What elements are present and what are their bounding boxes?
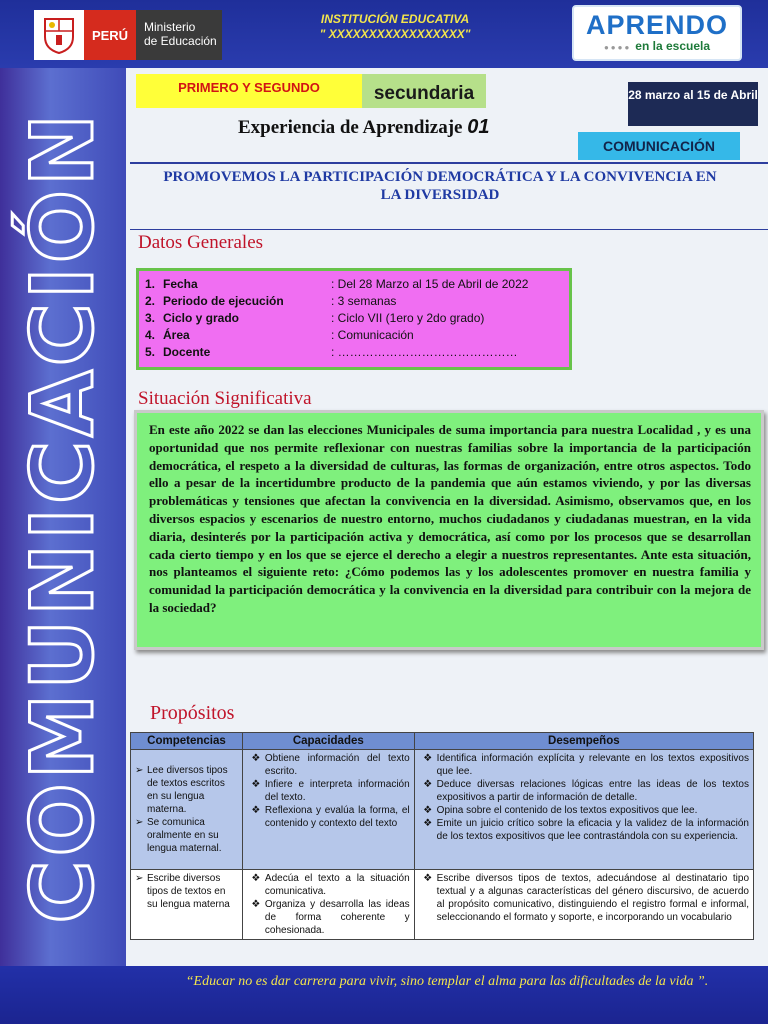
dots-icon: ●●●● bbox=[603, 43, 632, 52]
diamond-bullet-icon: ❖ bbox=[423, 805, 433, 816]
capacidad-item bbox=[247, 898, 410, 937]
arrow-bullet-icon: ➢ bbox=[135, 765, 144, 776]
capacidad-item bbox=[247, 778, 410, 804]
aprendo-logo bbox=[572, 5, 742, 61]
diamond-bullet-icon: ❖ bbox=[423, 873, 433, 884]
desempenos-cell bbox=[414, 870, 753, 940]
situacion-text: En este año 2022 se dan las elecciones Municipales de suma importancia para nuestra Localidad , y es una oportunidad que nos permite reflexionar con nuestras familias sobre la importancia de la participación democrática, el respeto a la diversidad de culturas, las formas de organización, entre otros aspectos. Todo ello a pesar de la incertidumbre producto de la pandemia que aún estamos viviendo, y por las diversas problemáticas y tensiones que afectan la convivencia en la diversidad. Asimismo, observamos que, en los diversos espacios y escenarios de nuestro entorno, muchos ciudadanos y ciudadanas muestran, en la vida diaria, desinterés por la participación activa y democrática, así como por los procesos que se desarrollan cada cierto tiempo y en los que se ejerce el derecho a elegir a nuestros representantes. Ante esta situación, nos planteamos el siguiente reto: ¿Cómo podemos las y los adolescentes promover en nuestra familia y comunidad la participación democrática y la convivencia en la diversidad para contribuir con la mejora de la sociedad? bbox=[149, 422, 751, 615]
grade-badge: PRIMERO Y SEGUNDO bbox=[136, 74, 362, 108]
desempeno-item bbox=[419, 804, 749, 817]
area-badge: COMUNICACIÓN bbox=[578, 132, 740, 160]
column-header: Competencias bbox=[131, 733, 243, 750]
row-number: 1. bbox=[145, 277, 156, 291]
experience-number: 01 bbox=[467, 116, 490, 138]
row-number: 5. bbox=[145, 345, 156, 359]
row-value: : ……………………………………… bbox=[331, 345, 518, 359]
capacidad-item bbox=[247, 804, 410, 830]
experience-title-text: Experiencia de Aprendizaje bbox=[238, 117, 463, 138]
ministry-line-1: Ministerio bbox=[144, 20, 196, 34]
datos-row bbox=[145, 293, 569, 310]
desempeno-item bbox=[419, 778, 749, 804]
institution-name bbox=[250, 12, 540, 42]
side-title-wrap bbox=[0, 68, 126, 966]
date-range-badge: 28 marzo al 15 de Abril bbox=[628, 82, 758, 126]
level-badge: secundaria bbox=[362, 74, 486, 108]
desempeno-text: Opina sobre el contenido de los textos expositivos que lee. bbox=[436, 805, 698, 816]
row-number: 3. bbox=[145, 311, 156, 325]
diamond-bullet-icon: ❖ bbox=[251, 873, 261, 884]
capacidad-item bbox=[247, 872, 410, 898]
desempeno-item bbox=[419, 872, 749, 924]
situacion-significativa-box bbox=[134, 410, 764, 650]
desempenos-cell bbox=[414, 750, 753, 870]
column-header: Desempeños bbox=[414, 733, 753, 750]
aprendo-sub: en la escuela bbox=[635, 39, 711, 53]
propositos-heading: Propósitos bbox=[150, 702, 235, 724]
datos-generales-box bbox=[136, 268, 572, 370]
diamond-bullet-icon: ❖ bbox=[251, 899, 261, 910]
aprendo-sub-row bbox=[574, 40, 740, 54]
datos-row bbox=[145, 344, 569, 361]
capacidad-text: Adecúa el texto a la situación comunicativa. bbox=[264, 873, 410, 897]
side-title: COMUNICACIÓN bbox=[13, 110, 113, 924]
capacidad-item bbox=[247, 752, 410, 778]
competencias-cell bbox=[131, 750, 243, 870]
row-label: Fecha bbox=[163, 277, 198, 291]
capacidades-cell bbox=[242, 750, 414, 870]
row-value: : Ciclo VII (1ero y 2do grado) bbox=[331, 311, 485, 325]
institution-line-1: INSTITUCIÓN EDUCATIVA bbox=[320, 12, 470, 26]
row-label: Ciclo y grado bbox=[163, 311, 240, 325]
desempeno-text: Emite un juicio crítico sobre la eficacia y la validez de la información de los textos expositivos que lee contrastándola con su experiencia. bbox=[436, 818, 749, 842]
diamond-bullet-icon: ❖ bbox=[251, 805, 261, 816]
diamond-bullet-icon: ❖ bbox=[251, 753, 261, 764]
competencia-item bbox=[135, 816, 238, 855]
capacidad-text: Organiza y desarrolla las ideas de forma coherente y cohesionada. bbox=[264, 899, 410, 936]
datos-row bbox=[145, 276, 569, 293]
column-header: Capacidades bbox=[242, 733, 414, 750]
row-number: 2. bbox=[145, 294, 156, 308]
arrow-bullet-icon: ➢ bbox=[135, 873, 144, 884]
experience-title bbox=[238, 116, 548, 139]
competencias-cell bbox=[131, 870, 243, 940]
peru-coat-of-arms-icon bbox=[34, 10, 84, 60]
desempeno-item bbox=[419, 752, 749, 778]
table-row bbox=[131, 750, 754, 870]
capacidad-text: Obtiene información del texto escrito. bbox=[264, 753, 410, 777]
competencia-item bbox=[135, 764, 238, 816]
desempeno-text: Escribe diversos tipos de textos, adecuándose al destinatario tipo textual y a algunas características del género discursivo, de acuerdo al propósito comunicativo, distinguiendo el registro formal e informal, seleccionando el formato y soporte, e incorporando un vocabulario bbox=[436, 873, 749, 923]
competencia-text: Lee diversos tipos de textos escritos en su lengua materna. bbox=[147, 765, 228, 815]
capacidades-cell bbox=[242, 870, 414, 940]
datos-row bbox=[145, 327, 569, 344]
datos-heading: Datos Generales bbox=[138, 232, 264, 253]
page-title: PROMOVEMOS LA PARTICIPACIÓN DEMOCRÁTICA Y LA CONVIVENCIA EN LA DIVERSIDAD bbox=[163, 169, 717, 203]
situacion-heading: Situación Significativa bbox=[138, 388, 312, 409]
propositos-table bbox=[130, 732, 754, 940]
capacidad-text: Infiere e interpreta información del texto. bbox=[264, 779, 410, 803]
table-header-row bbox=[131, 733, 754, 750]
aprendo-main: APRENDO bbox=[585, 10, 728, 40]
row-value: : Del 28 Marzo al 15 de Abril de 2022 bbox=[331, 277, 529, 291]
datos-row bbox=[145, 310, 569, 327]
diamond-bullet-icon: ❖ bbox=[423, 753, 433, 764]
footer-quote: “Educar no es dar carrera para vivir, sino templar el alma para las dificultades de la vida ”. bbox=[185, 974, 709, 989]
arrow-bullet-icon: ➢ bbox=[135, 817, 144, 828]
divider bbox=[130, 162, 768, 164]
institution-line-2: " XXXXXXXXXXXXXXXXX" bbox=[319, 27, 471, 41]
diamond-bullet-icon: ❖ bbox=[423, 779, 433, 790]
row-value: : Comunicación bbox=[331, 328, 414, 342]
ministry-name bbox=[136, 10, 222, 60]
row-label: Docente bbox=[163, 345, 211, 359]
capacidad-text: Reflexiona y evalúa la forma, el contenido y contexto del texto bbox=[264, 805, 410, 829]
desempeno-item bbox=[419, 817, 749, 843]
peru-label: PERÚ bbox=[84, 10, 136, 60]
competencia-item bbox=[135, 872, 238, 911]
diamond-bullet-icon: ❖ bbox=[251, 779, 261, 790]
row-label: Área bbox=[163, 328, 190, 342]
ministry-line-2: de Educación bbox=[144, 34, 217, 48]
row-label: Periodo de ejecución bbox=[163, 294, 284, 308]
row-number: 4. bbox=[145, 328, 156, 342]
row-value: : 3 semanas bbox=[331, 294, 397, 308]
desempeno-text: Deduce diversas relaciones lógicas entre las ideas de los textos expositivos a partir de información de detalle. bbox=[436, 779, 749, 803]
competencia-text: Se comunica oralmente en su lengua maternal. bbox=[147, 817, 222, 854]
ministry-logo bbox=[34, 10, 222, 60]
competencia-text: Escribe diversos tipos de textos en su lengua materna bbox=[147, 873, 230, 910]
divider bbox=[130, 229, 768, 230]
table-row bbox=[131, 870, 754, 940]
diamond-bullet-icon: ❖ bbox=[423, 818, 433, 829]
desempeno-text: Identifica información explícita y relevante en los textos expositivos que lee. bbox=[436, 753, 749, 777]
